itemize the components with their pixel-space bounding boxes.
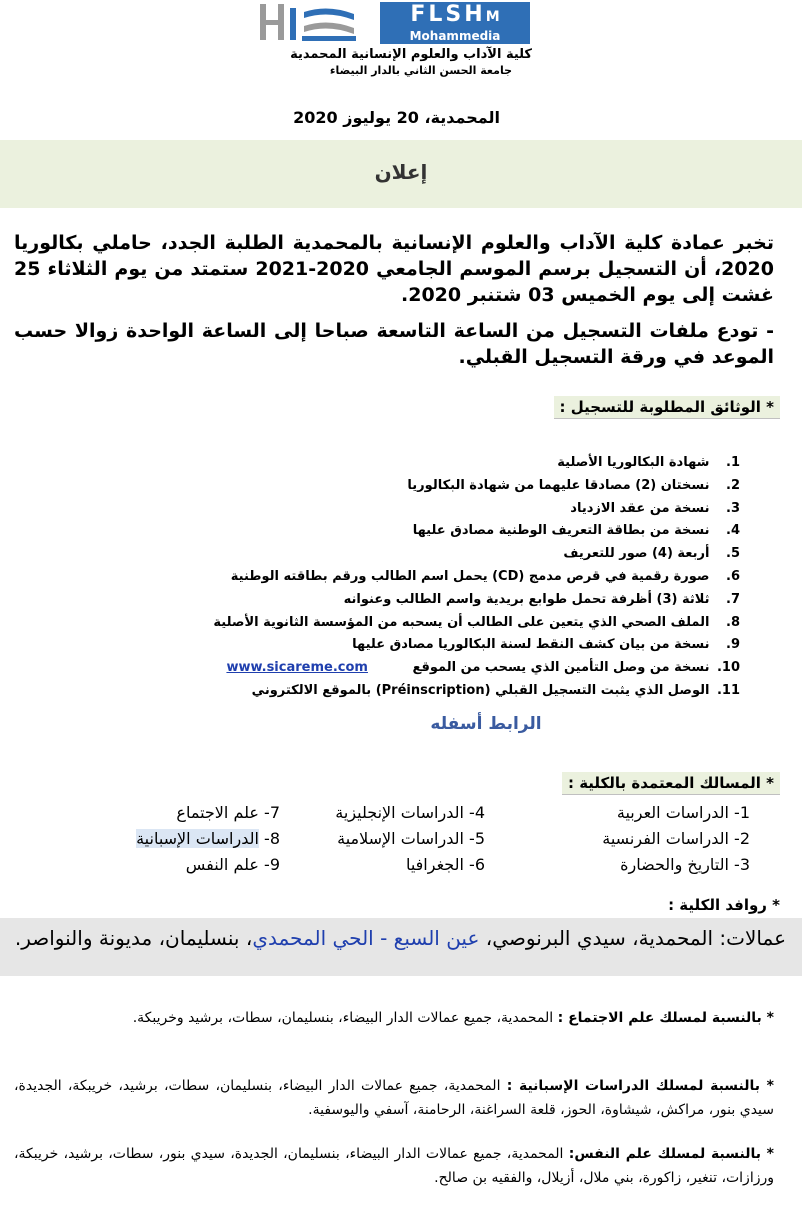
intro-paragraph-1: تخبر عمادة كلية الآداب والعلوم الإنسانية بالمحمدية الطلبة الجدد، حاملي بكالوريا 2020، أن التسجيل برسم الموسم الجامعي 2020-2021 ستمتد من يوم الثلاثاء 25 غشت إلى يوم الخميس 03 شتنبر 2020. <box>14 232 774 306</box>
tracks-section-label: * المسالك المعتمدة بالكلية : <box>562 772 780 795</box>
track-item: 5- الدراسات الإسلامية <box>337 829 485 848</box>
documents-section-label: * الوثائق المطلوبة للتسجيل : <box>554 396 781 419</box>
university-name: جامعة الحسن الثاني بالدار البيضاء <box>329 64 512 77</box>
announcement-title: إعلان <box>374 160 428 184</box>
track-item: 9- علم النفس <box>185 855 280 874</box>
faculty-logo-mark-icon <box>258 2 368 46</box>
list-item: 8. الملف الصحي الذي يتعين على الطالب أن يسحبه من المؤسسة الثانوية الأصلية <box>213 614 740 630</box>
rule-spanish: * بالنسبة لمسلك الدراسات الإسبانية : المحمدية، جميع عمالات الدار البيضاء، بنسليمان، سطات، برشيد، خريبكة، الجديدة، سيدي بنور، مراكش، شيشاوة، الحوز، قلعة السراغنة، الرحامنة، آسفي واليوسفية. <box>14 1078 774 1118</box>
track-item: 8- الدراسات الإسبانية <box>136 829 280 848</box>
sicareme-link[interactable]: www.sicareme.com <box>226 660 368 676</box>
list-item: 6. صورة رقمية في قرص مدمج (CD) يحمل اسم الطالب ورقم بطاقته الوطنية <box>230 568 740 584</box>
list-item: 9. نسخة من بيان كشف النقط لسنة البكالوريا مصادق عليها <box>352 637 740 653</box>
regions-text: عمالات: المحمدية، سيدي البرنوصي، عين السبع - الحي المحمدي، بنسليمان، مديونة والنواصر. <box>14 926 786 950</box>
list-item: 2. نسختان (2) مصادقا عليهما من شهادة البكالوريا <box>407 477 740 493</box>
regions-section-label: * روافد الكلية : <box>668 896 780 914</box>
list-item: 10. نسخة من وصل التأمين الذي يسحب من الموقع www.sicareme.com <box>226 660 740 676</box>
list-item: 5. أربعة (4) صور للتعريف <box>563 546 740 562</box>
rule-psychology: * بالنسبة لمسلك علم النفس: المحمدية، جميع عمالات الدار البيضاء، بنسليمان، الجديدة، سيدي بنور، سطات، برشيد، خريبكة، ورزازات، تنغير، زاكورة، بني ملال، أزيلال، والفقيه بن صالح. <box>14 1146 774 1186</box>
faculty-logo-box: FLSHM Mohammedia <box>380 2 530 44</box>
track-item: 6- الجغرافيا <box>405 855 485 874</box>
list-item: 7. ثلاثة (3) أظرفة تحمل طوابع بريدية واسم الطالب وعنوانه <box>343 591 740 607</box>
link-below-label[interactable]: الرابط أسفله <box>430 714 542 734</box>
documents-list <box>180 452 740 703</box>
tracks-list <box>130 800 750 890</box>
track-item: 7- علم الاجتماع <box>176 803 280 822</box>
faculty-name: كلية الآداب والعلوم الإنسانية المحمدية <box>290 47 532 62</box>
list-item: 1. شهادة البكالوريا الأصلية <box>557 455 740 470</box>
list-item: 4. نسخة من بطاقة التعريف الوطنية مصادق عليها <box>412 523 740 539</box>
rule-sociology: * بالنسبة لمسلك علم الاجتماع : المحمدية، جميع عمالات الدار البيضاء، بنسليمان، سطات، برشيد وخريبكة. <box>132 1010 774 1026</box>
list-item: 11. الوصل الذي يثبت التسجيل القبلي (Préinscription) بالموقع الالكتروني <box>251 682 740 698</box>
intro-paragraph-2: - تودع ملفات التسجيل من الساعة التاسعة صباحا إلى الساعة الواحدة زوالا حسب الموعد في ورقة التسجيل القبلي. <box>14 320 774 368</box>
track-item: 3- التاريخ والحضارة <box>620 855 750 874</box>
track-item: 2- الدراسات الفرنسية <box>602 829 750 848</box>
track-item: 4- الدراسات الإنجليزية <box>335 803 485 822</box>
list-item: 3. نسخة من عقد الازدياد <box>570 500 740 516</box>
track-item: 1- الدراسات العربية <box>616 803 750 822</box>
date-line: المحمدية، 20 يوليوز 2020 <box>293 108 500 127</box>
